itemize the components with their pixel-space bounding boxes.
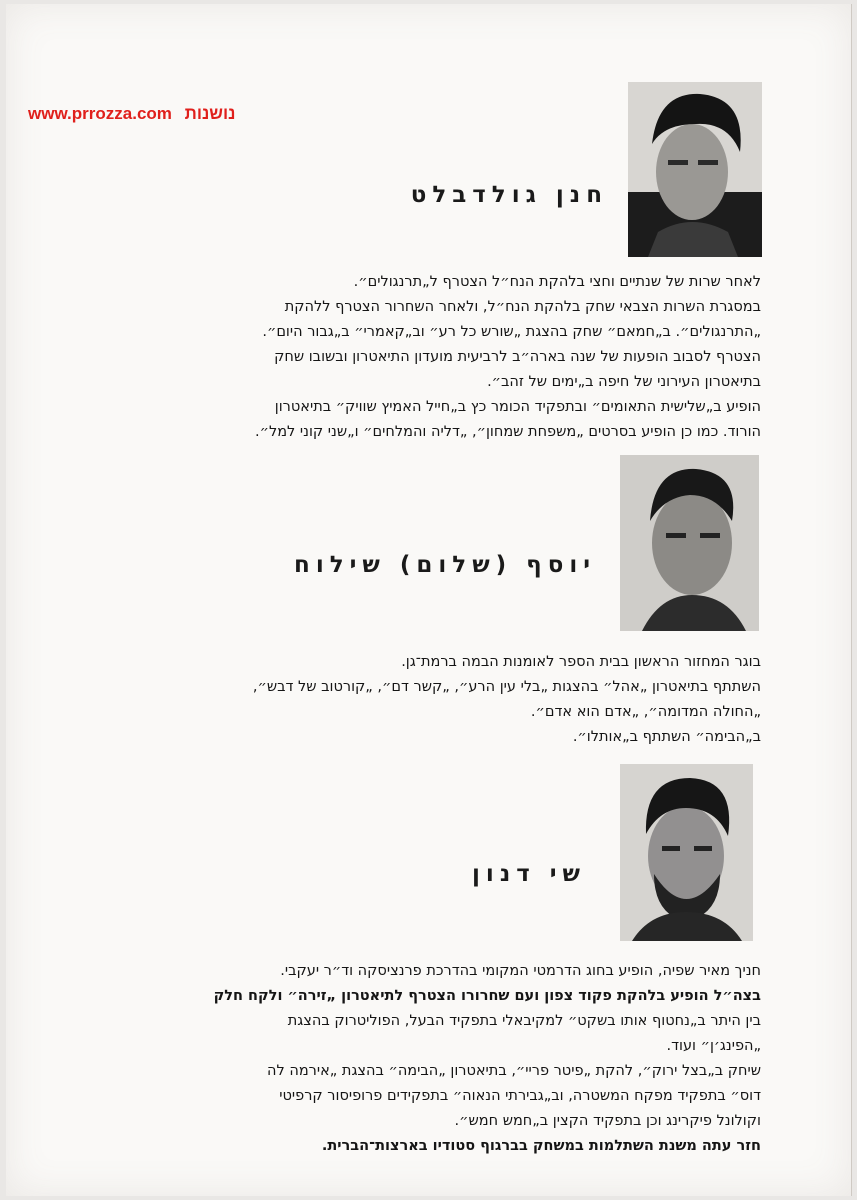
bio-line: „החולה המדומה״, „אדם הוא אדם״. <box>530 704 761 720</box>
bio-line: בין היתר ב„נחטוף אותו בשקט״ למקיבאלי בתפקיד הבעל, הפוליטרוק בהצגת <box>287 1013 761 1029</box>
watermark-label: נושנות <box>184 104 236 123</box>
bio-line: הצטרף לסבוב הופעות של שנה בארה״ב לרביעית מועדון התיאטרון ובשובו שחק <box>274 349 761 365</box>
bio-line: בצה״ל הופיע בלהקת פקוד צפון ועם שחרורו הצטרף לתיאטרון „זירה״ ולקח חלק <box>213 988 761 1004</box>
bio-line: דוס״ בתפקיד מפקח המשטרה, וב„גבירתי הנאוה״ בתפקידים פרופיסור קרפיטי <box>279 1088 761 1104</box>
bio-line: השתתף בתיאטרון „אהל״ בהצגות „בלי עין הרע״, „קשר דם״, „קורטוב של דבש״, <box>252 679 761 695</box>
bio-line: בתיאטרון העירוני של חיפה ב„ימים של זהב״. <box>487 374 761 390</box>
actor-photo-2 <box>620 455 759 631</box>
actor-name-2: יוסף (שלום) שילוח <box>294 552 596 578</box>
actor-name-3: שי דנון <box>472 861 586 887</box>
bio-line: הורוד. כמו כן הופיע בסרטים „משפחת שמחון״, „דליה והמלחים״ ו„שני קוני למל״. <box>255 424 761 440</box>
watermark-url[interactable]: www.prrozza.com <box>28 104 172 123</box>
bio-line: בוגר המחזור הראשון בבית הספר לאומנות הבמה ברמת־גן. <box>401 654 761 670</box>
bio-line: במסגרת השרות הצבאי שחק בלהקת הנח״ל, ולאחר השחרור הצטרף ללהקת <box>284 299 761 315</box>
bio-line: שיחק ב„בצל ירוק״, להקת „פיטר פריי״, בתיאטרון „הבימה״ בהצגת „אירמה לה <box>267 1063 761 1079</box>
watermark[interactable] <box>28 104 235 124</box>
bio-line: „הפינג׳ן״ ועוד. <box>666 1038 761 1054</box>
actor-bio-2 <box>121 650 761 750</box>
bio-line: חניך מאיר שפיה, הופיע בחוג הדרמטי המקומי בהדרכת פרנציסקה וד״ר יעקבי. <box>280 963 761 979</box>
bio-line: הופיע ב„שלישית התאומים״ ובתפקיד הכומר כץ ב„חייל האמיץ שוויק״ בתיאטרון <box>274 399 761 415</box>
bio-line: לאחר שרות של שנתיים וחצי בלהקת הנח״ל הצטרף ל„תרנגולים״. <box>353 274 761 290</box>
bio-line: חזר עתה משנת השתלמות במשחק בברגוף סטודיו בארצות־הברית. <box>321 1138 761 1154</box>
bio-line: ב„הבימה״ השתתף ב„אותלו״. <box>572 729 761 745</box>
actor-photo-1 <box>628 82 762 257</box>
bio-line: „התרנגולים״. ב„חמאם״ שחק בהצגת „שורש כל רע״ וב„קאמרי״ ב„גבור היום״. <box>262 324 761 340</box>
actor-bio-3 <box>121 959 761 1159</box>
actor-bio-1 <box>121 270 761 445</box>
actor-photo-3 <box>620 764 753 941</box>
bio-line: וקולונל פיקרינג וכן בתפקיד הקצין ב„חמש חמש״. <box>454 1113 761 1129</box>
document-page <box>6 4 852 1196</box>
actor-name-1: חנן גולדבלט <box>410 182 608 208</box>
